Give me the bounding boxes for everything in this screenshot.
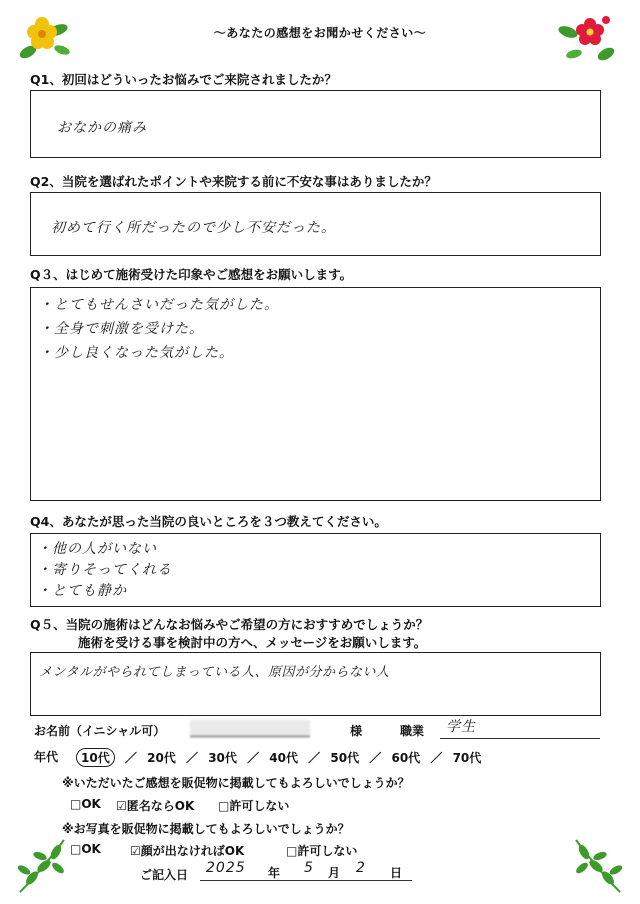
consent-impressions-question: ※いただいたご感想を販促物に掲載してもよろしいでしょうか？	[62, 776, 410, 790]
age-separator: ／	[247, 751, 260, 765]
age-option[interactable]: 40代	[269, 751, 298, 765]
q4-answer-line: ・寄りそってくれる	[37, 562, 172, 578]
q1-answer-box[interactable]	[30, 90, 601, 158]
leaf-branch-icon	[10, 832, 74, 896]
consent-photo-deny[interactable]: □許可しない	[286, 844, 358, 858]
q3-answer-line: ・全身で刺激を受けた。	[39, 321, 204, 337]
consent-photo-no-face[interactable]: ☑顔が出なければOK	[130, 844, 245, 858]
date-day: 2	[356, 860, 366, 876]
q2-answer-box[interactable]	[30, 192, 601, 256]
q4-answer-line: ・他の人がいない	[37, 541, 157, 557]
age-separator: ／	[430, 751, 443, 765]
age-option[interactable]: 30代	[208, 751, 237, 765]
age-option[interactable]: 60代	[391, 751, 421, 765]
age-separator: ／	[124, 751, 137, 765]
q4-label: Q4、あなたが思った当院の良いところを３つ教えてください。	[30, 514, 387, 529]
job-field[interactable]	[440, 720, 600, 739]
consent-impressions-deny[interactable]: □許可しない	[218, 799, 290, 813]
date-month-unit: 月	[328, 866, 341, 880]
age-label: 年代	[34, 750, 59, 764]
date-day-unit: 日	[390, 866, 403, 880]
age-option-selected[interactable]: 10代	[76, 748, 115, 767]
q1-answer: おなかの痛み	[57, 120, 147, 136]
sama-label: 様	[350, 724, 363, 738]
q3-label: Q３、はじめて施術受けた印象やご感想をお願いします。	[30, 267, 353, 282]
q2-answer: 初めて行く所だったので少し不安だった。	[51, 220, 336, 236]
consent-impressions-anonymous[interactable]: ☑匿名ならOK	[116, 799, 195, 813]
age-separator: ／	[308, 751, 321, 765]
q4-answer-line: ・とても静か	[37, 583, 127, 599]
q5-answer-box[interactable]	[30, 652, 601, 716]
name-field[interactable]	[190, 720, 310, 737]
consent-impressions-ok[interactable]: □OK	[70, 797, 101, 811]
leaf-branch-icon	[566, 832, 630, 896]
consent-photo-ok[interactable]: □OK	[70, 842, 101, 856]
q2-label: Q2、当院を選ばれたポイントや来院する前に不安な事はありましたか？	[30, 174, 437, 189]
age-option[interactable]: 70代	[452, 751, 482, 765]
q5-label: Q５、当院の施術はどんなお悩みやご希望の方におすすめでしょうか？	[30, 617, 429, 632]
job-label: 職業	[400, 724, 425, 738]
q5-answer: メンタルがやられてしまっている人、原因が分からない人	[39, 665, 390, 680]
date-label: ご記入日	[140, 868, 189, 882]
age-option[interactable]: 20代	[147, 751, 176, 765]
q4-answer-box[interactable]	[30, 533, 601, 607]
date-year-unit: 年	[268, 866, 281, 880]
age-separator: ／	[369, 751, 382, 765]
name-label: お名前（イニシャル可）	[34, 724, 166, 738]
q3-answer-line: ・少し良くなった気がした。	[39, 345, 234, 361]
q1-label: Q1、初回はどういったお悩みでご来院されましたか？	[30, 72, 337, 87]
age-option[interactable]: 50代	[330, 751, 360, 765]
job-value: 学生	[446, 719, 476, 735]
age-options	[76, 748, 640, 767]
page-title: 〜あなたの感想をお聞かせください〜	[213, 26, 427, 40]
date-month: 5	[304, 860, 314, 876]
q3-answer-box[interactable]	[30, 287, 601, 501]
consent-photo-question: ※お写真を販促物に掲載してもよろしいでしょうか？	[62, 822, 350, 836]
date-field[interactable]	[200, 862, 412, 881]
date-year: 2025	[206, 860, 246, 876]
q5-sublabel: 施術を受ける事を検討中の方へ、メッセージをお願いします。	[78, 635, 427, 650]
q3-answer-line: ・とてもせんさいだった気がした。	[39, 297, 279, 313]
age-separator: ／	[185, 751, 198, 765]
